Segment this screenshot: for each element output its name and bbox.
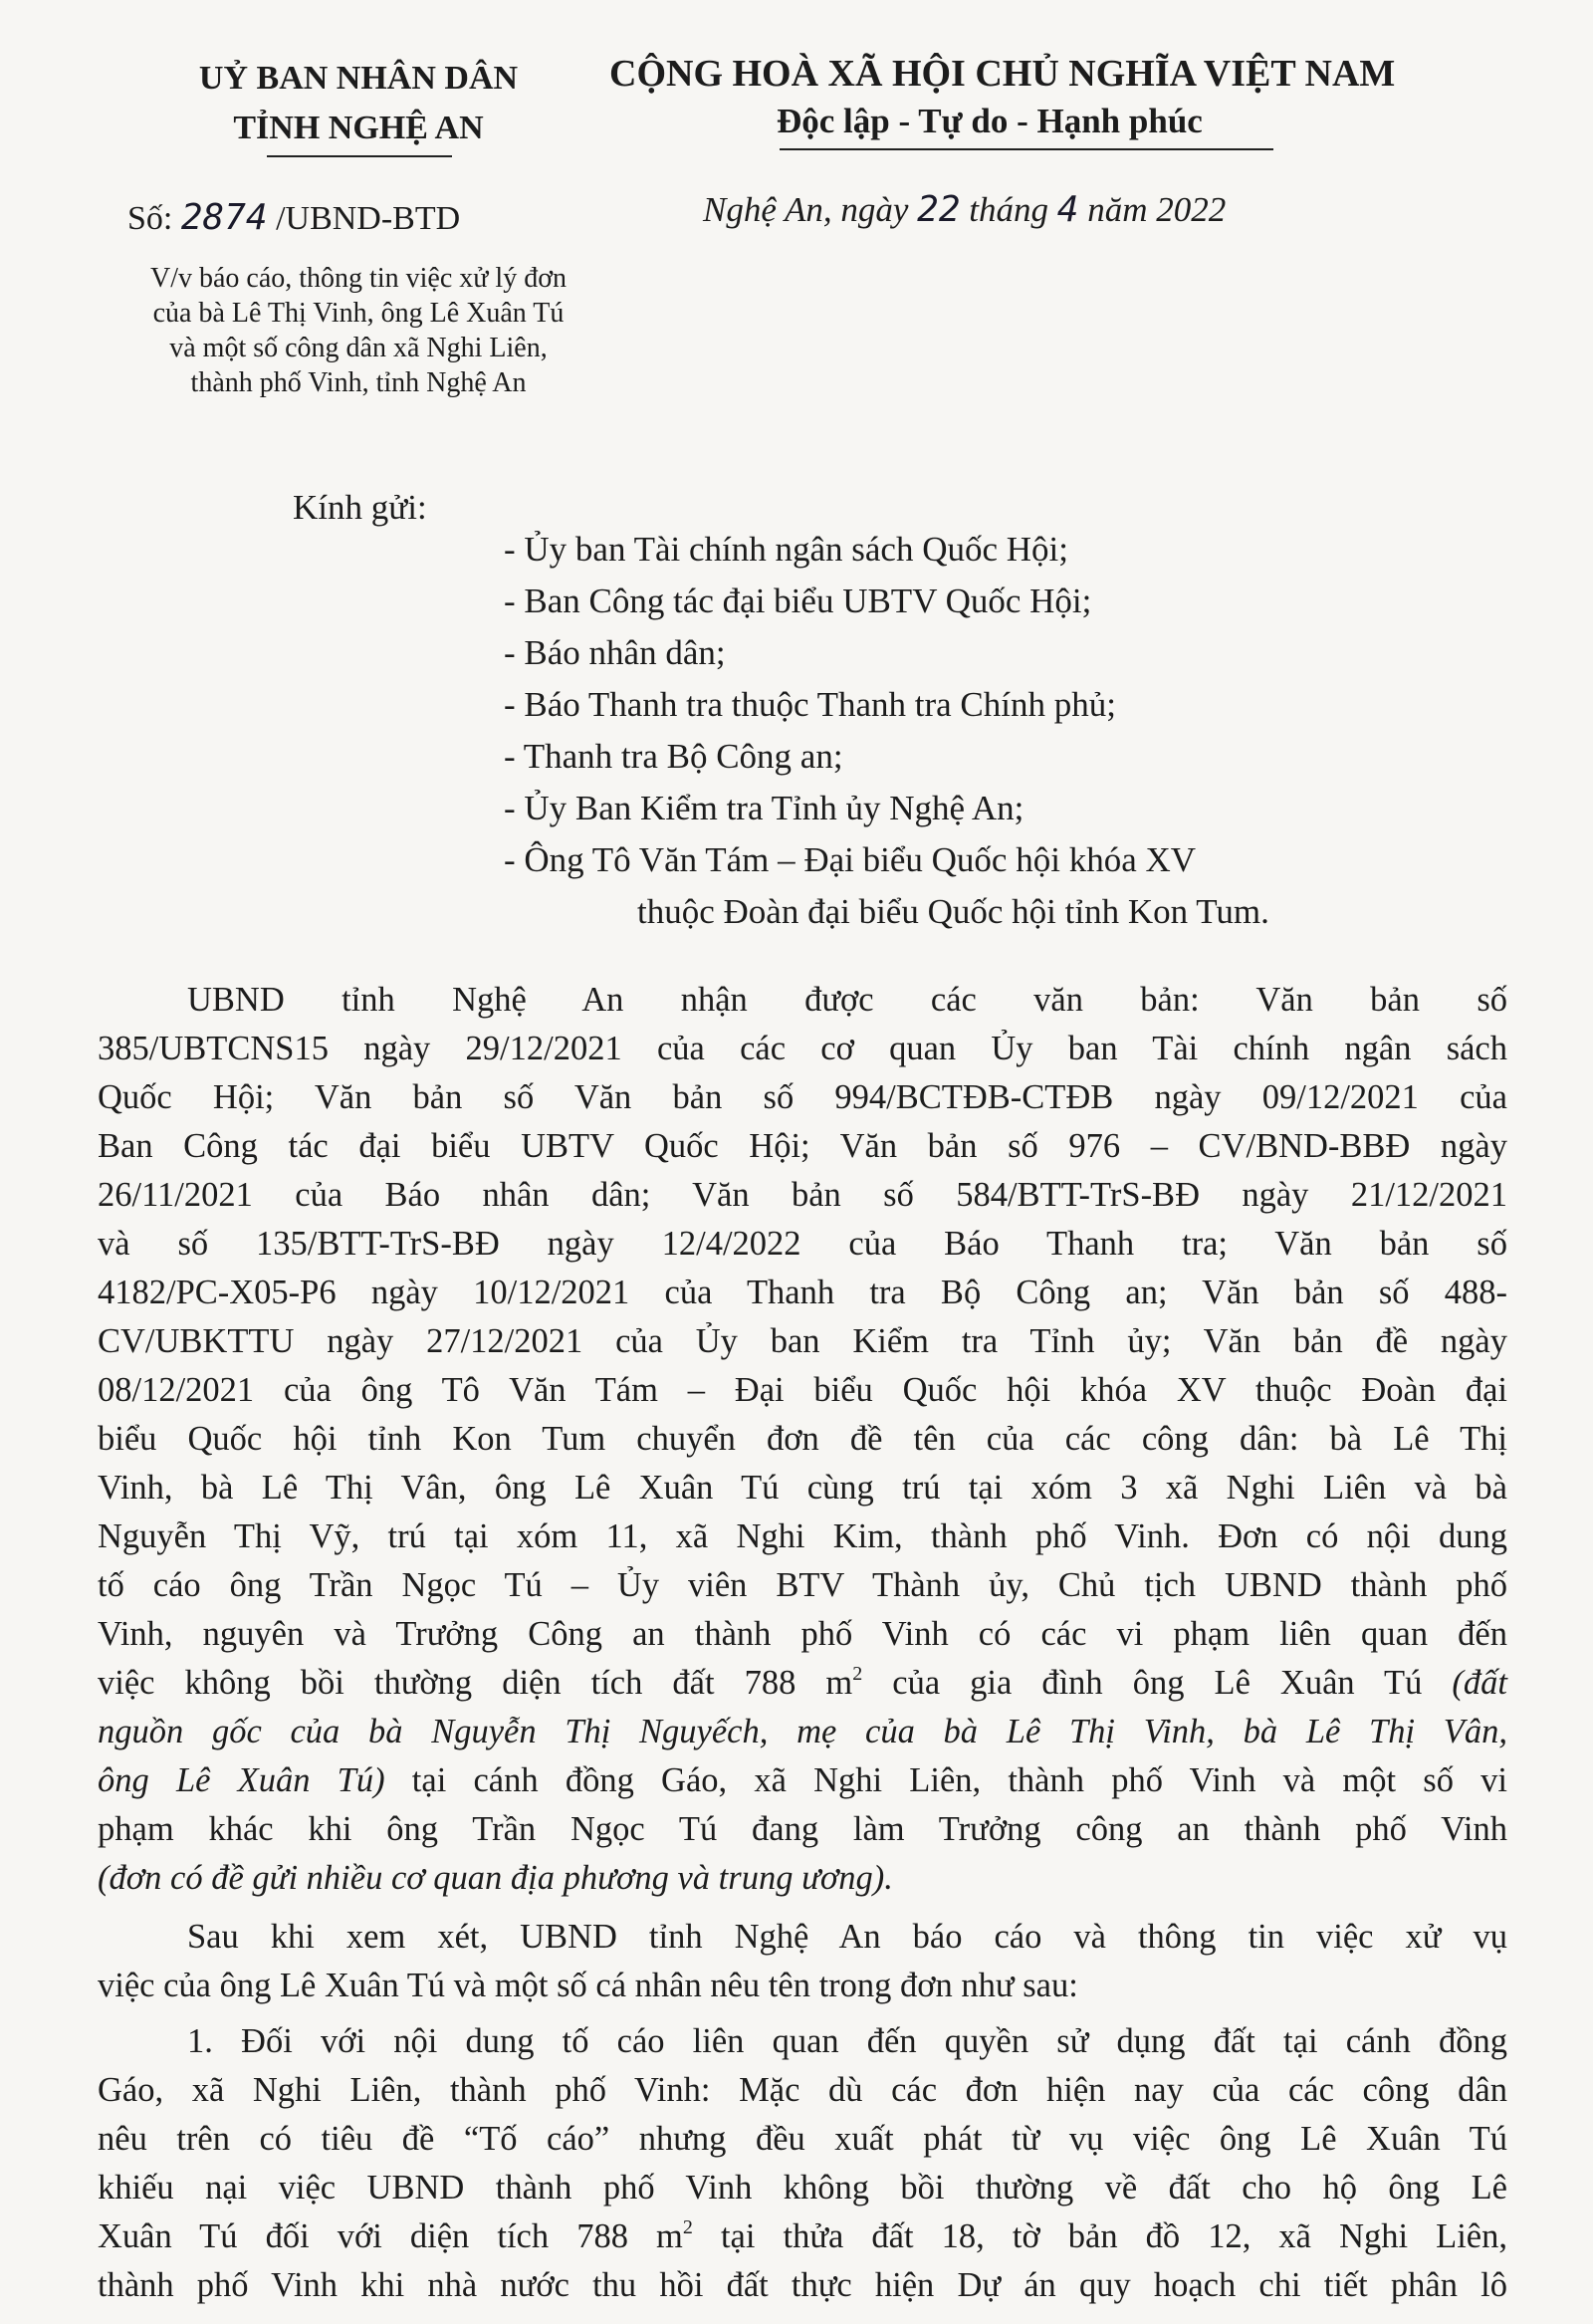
document-number-suffix: /UBND-BTD (276, 200, 461, 237)
day-handwritten: 22 (917, 189, 961, 230)
paragraph-line: phạm khác khi ông Trần Ngọc Tú đang làm Trưởng công an thành phố Vinh (98, 1810, 1507, 1848)
motto-underline (780, 148, 1273, 150)
recipients-label: Kính gửi: (293, 488, 427, 527)
document-number-handwritten: 2874 (180, 197, 268, 238)
paragraph-line: 26/11/2021 của Báo nhân dân; Văn bản số 584/BTT-TrS-BĐ ngày 21/12/2021 (98, 1176, 1507, 1214)
recipient-item: - Ủy ban Tài chính ngân sách Quốc Hội; (504, 530, 1068, 569)
paragraph-text: việc không bồi thường diện tích đất 788 m (98, 1664, 853, 1702)
recipient-item: - Ủy Ban Kiểm tra Tỉnh ủy Nghệ An; (504, 789, 1024, 827)
recipient-item: - Ông Tô Văn Tám – Đại biểu Quốc hội khóa XV (504, 840, 1197, 879)
paragraph-line: tố cáo ông Trần Ngọc Tú – Ủy viên BTV Thành ủy, Chủ tịch UBND thành phố (98, 1566, 1507, 1604)
document-number (127, 197, 460, 238)
paragraph-line: Gáo, xã Nghi Liên, thành phố Vinh: Mặc dù các đơn hiện nay của các công dân (98, 2071, 1507, 2109)
month-handwritten: 4 (1056, 189, 1079, 230)
superscript: 2 (682, 2216, 693, 2238)
issuing-body-line2: TỈNH NGHỆ AN (233, 110, 484, 146)
body-paragraph-2 (98, 1913, 1507, 2010)
month-label: tháng (969, 190, 1049, 229)
paragraph-line: và số 135/BTT-TrS-BĐ ngày 12/4/2022 của Báo Thanh tra; Văn bản số (98, 1225, 1507, 1263)
paragraph-line: 4182/PC-X05-P6 ngày 10/12/2021 của Thanh tra Bộ Công an; Văn bản số 488- (98, 1274, 1507, 1311)
paragraph-line: Vinh, nguyên và Trưởng Công an thành phố Vinh có các vi phạm liên quan đến (98, 1615, 1507, 1653)
year-text: năm 2022 (1087, 190, 1227, 229)
paragraph-line (98, 2017, 1507, 2066)
paragraph-line: Nguyễn Thị Vỹ, trú tại xóm 11, xã Nghi Kim, thành phố Vinh. Đơn có nội dung (98, 1517, 1507, 1555)
paragraph-line-text: UBND tỉnh Nghệ An nhận được các văn bản: Văn bản số (187, 981, 1507, 1019)
subject-line: V/v báo cáo, thông tin việc xử lý đơn (149, 263, 568, 294)
paragraph-line: Quốc Hội; Văn bản số Văn bản số 994/BCTĐB-CTĐB ngày 09/12/2021 của (98, 1078, 1507, 1116)
paragraph-line-text: Sau khi xem xét, UBND tỉnh Nghệ An báo cáo và thông tin việc xử vụ (187, 1918, 1507, 1956)
paragraph-line-italic: (đơn có đề gửi nhiều cơ quan địa phương và trung ương). (98, 1859, 893, 1897)
paragraph-line: 385/UBTCNS15 ngày 29/12/2021 của các cơ quan Ủy ban Tài chính ngân sách (98, 1030, 1507, 1067)
paragraph-line-text: 1. Đối với nội dung tố cáo liên quan đến quyền sử dụng đất tại cánh đồng (187, 2022, 1507, 2060)
paragraph-text: của gia đình ông Lê Xuân Tú (862, 1664, 1453, 1702)
issuing-body-underline (267, 155, 452, 157)
italic-text: (đất (1452, 1664, 1507, 1702)
body-paragraph-1 (98, 976, 1507, 1903)
paragraph-text: tại cánh đồng Gáo, xã Nghi Liên, thành phố Vinh và một số vi (384, 1761, 1507, 1799)
paragraph-line-italic: nguồn gốc của bà Nguyễn Thị Nguyếch, mẹ của bà Lê Thị Vinh, bà Lê Thị Vân, (98, 1713, 1507, 1750)
subject-line: và một số công dân xã Nghi Liên, (169, 333, 548, 363)
paragraph-text: tại thửa đất 18, tờ bản đồ 12, xã Nghi Liên, (692, 2217, 1507, 2255)
paragraph-line (98, 1659, 1507, 1708)
place-prefix: Nghệ An, ngày (703, 190, 909, 229)
subject-line: thành phố Vinh, tỉnh Nghệ An (190, 367, 527, 398)
paragraph-line: nêu trên có tiêu đề “Tố cáo” nhưng đều xuất phát từ vụ việc ông Lê Xuân Tú (98, 2120, 1507, 2158)
paragraph-line: Vinh, bà Lê Thị Vân, ông Lê Xuân Tú cùng trú tại xóm 3 xã Nghi Liên và bà (98, 1469, 1507, 1507)
national-motto: Độc lập - Tự do - Hạnh phúc (777, 102, 1203, 140)
document-number-prefix: Số: (127, 200, 173, 237)
body-paragraph-3 (98, 2017, 1507, 2310)
paragraph-line: CV/UBKTTU ngày 27/12/2021 của Ủy ban Kiểm tra Tỉnh ủy; Văn bản đề ngày (98, 1322, 1507, 1360)
paragraph-line (98, 976, 1507, 1025)
recipient-item: - Thanh tra Bộ Công an; (504, 737, 843, 776)
issuing-body-line1: UỶ BAN NHÂN DÂN (198, 60, 519, 97)
paragraph-line (98, 1913, 1507, 1962)
recipient-item: - Ban Công tác đại biểu UBTV Quốc Hội; (504, 581, 1092, 620)
superscript: 2 (852, 1663, 863, 1685)
paragraph-line: khiếu nại việc UBND thành phố Vinh không bồi thường về đất cho hộ ông Lê (98, 2169, 1507, 2207)
paragraph-line: 08/12/2021 của ông Tô Văn Tám – Đại biểu Quốc hội khóa XV thuộc Đoàn đại (98, 1371, 1507, 1409)
subject-line: của bà Lê Thị Vinh, ông Lê Xuân Tú (152, 298, 565, 329)
paragraph-line: Ban Công tác đại biểu UBTV Quốc Hội; Văn bản số 976 – CV/BND-BBĐ ngày (98, 1127, 1507, 1165)
paragraph-line (98, 1756, 1507, 1805)
paragraph-line: biểu Quốc hội tỉnh Kon Tum chuyển đơn đề tên của các công dân: bà Lê Thị (98, 1420, 1507, 1458)
paragraph-line: việc của ông Lê Xuân Tú và một số cá nhân nêu tên trong đơn như sau: (98, 1967, 1078, 2004)
national-title: CỘNG HOÀ XÃ HỘI CHỦ NGHĨA VIỆT NAM (609, 53, 1396, 95)
recipient-item: - Báo nhân dân; (504, 633, 726, 672)
recipient-item: - Báo Thanh tra thuộc Thanh tra Chính phủ; (504, 685, 1116, 724)
paragraph-line (98, 2212, 1507, 2261)
paragraph-text: Xuân Tú đối với diện tích 788 m (98, 2217, 683, 2255)
place-and-date (703, 189, 1226, 230)
italic-text: ông Lê Xuân Tú) (98, 1761, 385, 1799)
paragraph-line: thành phố Vinh khi nhà nước thu hồi đất thực hiện Dự án quy hoạch chi tiết phân lô (98, 2266, 1507, 2304)
recipient-item-continuation: thuộc Đoàn đại biểu Quốc hội tỉnh Kon Tum. (637, 892, 1269, 931)
subject-block (100, 261, 617, 400)
